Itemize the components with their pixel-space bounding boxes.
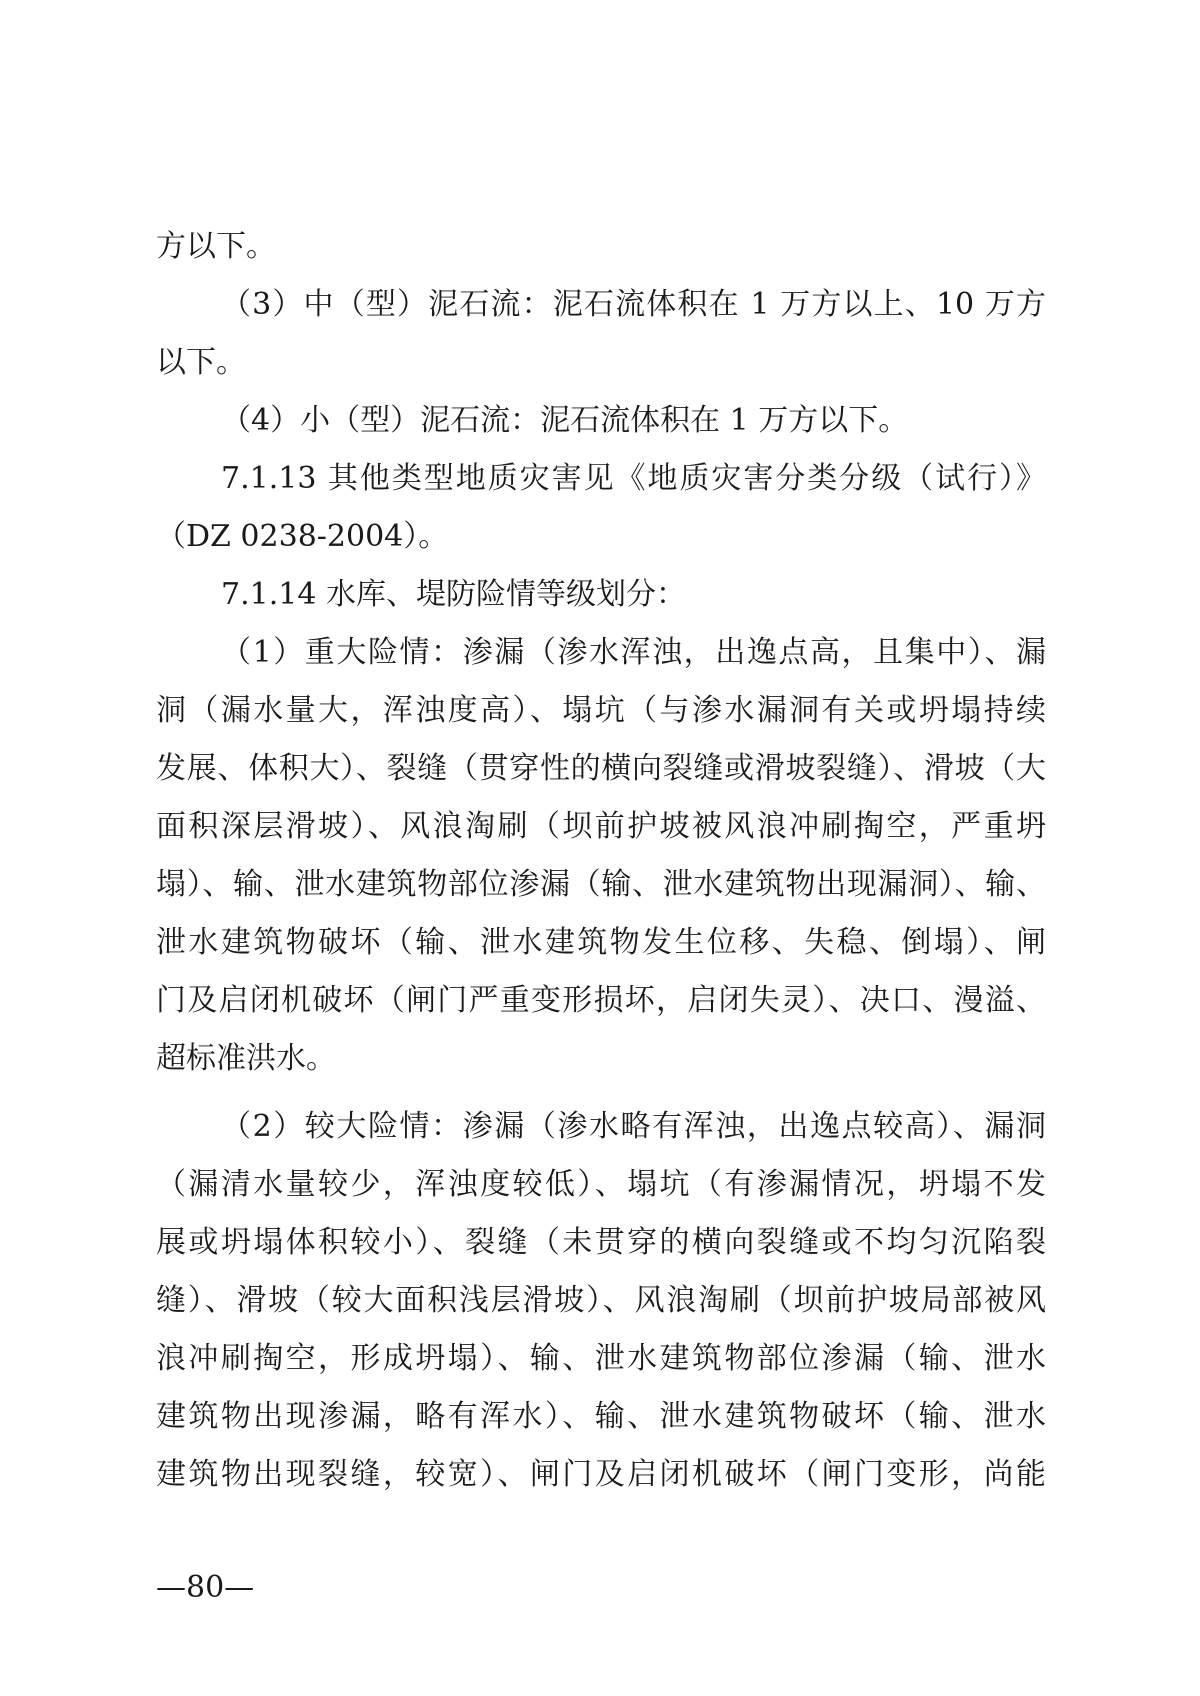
- text-line: 塌）、输、泄水建筑物部位渗漏（输、泄水建筑物出现漏洞）、输、: [156, 867, 1046, 902]
- text-line: 建筑物出现裂缝，较宽）、闸门及启闭机破坏（闸门变形，尚能: [156, 1457, 1046, 1492]
- text-line: 面积深层滑坡）、风浪淘刷（坝前护坡被风浪冲刷掏空，严重坍: [156, 809, 1046, 844]
- text-line: （DZ 0238-2004）。: [156, 519, 449, 554]
- text-line: （4）小（型）泥石流：泥石流体积在 1 万方以下。: [221, 403, 909, 438]
- text-line: 发展、体积大）、裂缝（贯穿性的横向裂缝或滑坡裂缝）、滑坡（大: [156, 751, 1046, 786]
- text-line: 建筑物出现渗漏，略有浑水）、输、泄水建筑物破坏（输、泄水: [156, 1399, 1046, 1434]
- text-line: 浪冲刷掏空，形成坍塌）、输、泄水建筑物部位渗漏（输、泄水: [156, 1341, 1046, 1376]
- text-line: 门及启闭机破坏（闸门严重变形损坏，启闭失灵）、决口、漫溢、: [156, 983, 1046, 1018]
- text-line: 洞（漏水量大，浑浊度高）、塌坑（与渗水漏洞有关或坍塌持续: [156, 693, 1046, 728]
- text-line: 7.1.14 水库、堤防险情等级划分：: [221, 577, 686, 612]
- text-line: 展或坍塌体积较小）、裂缝（未贯穿的横向裂缝或不均匀沉陷裂: [156, 1225, 1046, 1260]
- text-line: （2）较大险情：渗漏（渗水略有浑浊，出逸点较高）、漏洞: [221, 1109, 1046, 1144]
- text-line: （3）中（型）泥石流：泥石流体积在 1 万方以上、10 万方: [221, 287, 1046, 322]
- document-body: [156, 218, 1046, 1504]
- text-line: （1）重大险情：渗漏（渗水浑浊，出逸点高，且集中）、漏: [221, 635, 1046, 670]
- text-line: 以下。: [156, 345, 246, 380]
- text-line: 方以下。: [156, 229, 276, 264]
- text-line: 缝）、滑坡（较大面积浅层滑坡）、风浪淘刷（坝前护坡局部被风: [156, 1283, 1046, 1318]
- text-line: （漏清水量较少，浑浊度较低）、塌坑（有渗漏情况，坍塌不发: [156, 1167, 1046, 1202]
- text-line: 7.1.13 其他类型地质灾害见《地质灾害分类分级（试行）》: [221, 461, 1046, 496]
- text-line: 超标准洪水。: [156, 1041, 336, 1076]
- text-line: 泄水建筑物破坏（输、泄水建筑物发生位移、失稳、倒塌）、闸: [156, 925, 1046, 960]
- page-number: —80—: [156, 1570, 255, 1605]
